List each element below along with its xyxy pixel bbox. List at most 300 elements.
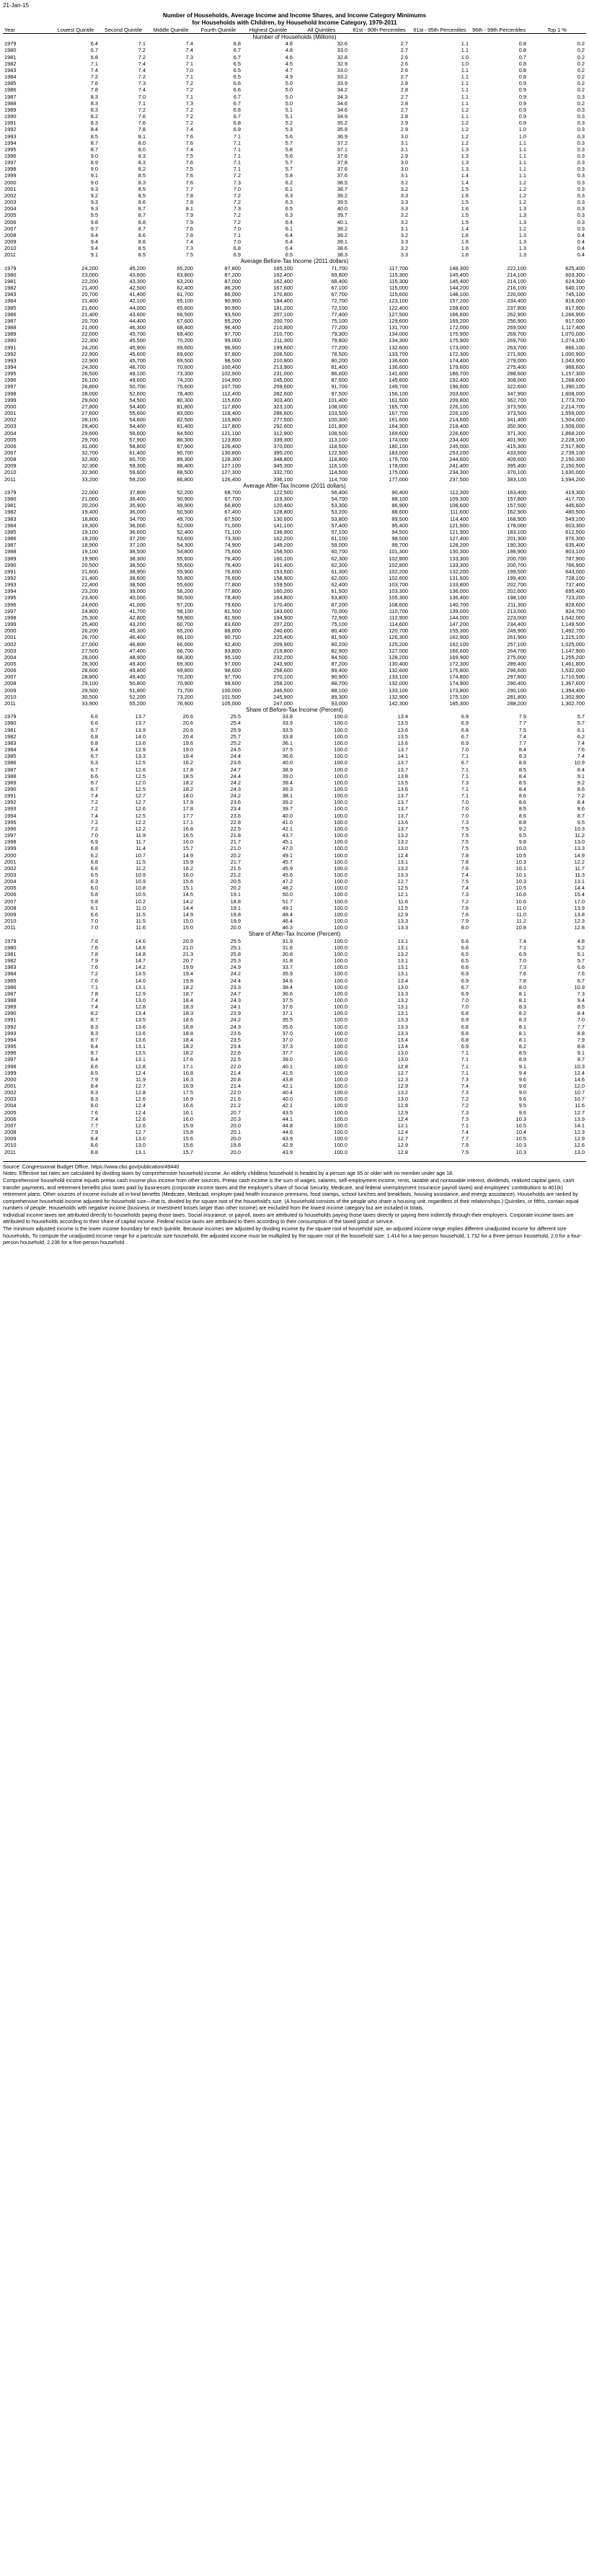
value-cell: 68,300	[177, 653, 193, 661]
value-cell: 12.4	[397, 851, 408, 859]
value-cell: 84,500	[177, 429, 193, 437]
year-cell: 1987	[4, 766, 17, 773]
value-cell: 54,300	[177, 542, 193, 549]
value-cell: 12.7	[135, 792, 146, 800]
column-header: Top 1 %	[547, 27, 567, 33]
value-cell: 9.0	[90, 166, 98, 173]
value-cell: 100.0	[334, 944, 347, 951]
year-cell: 1997	[4, 159, 17, 166]
value-cell: 10.3	[515, 1142, 526, 1149]
value-cell: 21.6	[230, 1096, 241, 1103]
value-cell: 0.3	[577, 120, 585, 127]
value-cell: 8.9	[518, 1056, 526, 1063]
value-cell: 25.9	[230, 726, 241, 733]
value-cell: 1.1	[518, 146, 526, 153]
value-cell: 130,800	[221, 450, 241, 456]
value-cell: 0.2	[577, 60, 585, 67]
value-cell: 21.5	[230, 864, 241, 872]
value-cell: 6.4	[285, 218, 293, 225]
year-cell: 1981	[4, 950, 17, 957]
value-cell: 0.3	[577, 93, 585, 100]
value-cell: 6.6	[461, 964, 469, 971]
value-cell: 21,000	[81, 496, 98, 503]
value-cell: 2.9	[400, 126, 408, 133]
table-row	[3, 238, 586, 245]
value-cell: 33.8	[282, 733, 293, 740]
value-cell: 16.2	[182, 864, 193, 872]
value-cell: 6.8	[461, 1023, 469, 1030]
value-cell: 49.1	[282, 904, 293, 911]
value-cell: 3.0	[400, 166, 408, 173]
value-cell: 0.3	[577, 139, 585, 146]
year-cell: 1980	[4, 496, 17, 503]
value-cell: 174,000	[389, 436, 408, 443]
value-cell: 49,100	[129, 370, 146, 377]
value-cell: 38.4	[282, 983, 293, 990]
value-cell: 6.7	[90, 47, 98, 54]
value-cell: 6.6	[90, 720, 98, 727]
value-cell: 13.5	[135, 970, 146, 978]
year-cell: 1992	[4, 126, 17, 133]
value-cell: 13.0	[397, 1050, 408, 1057]
value-cell: 130,300	[449, 548, 469, 555]
value-cell: 19.4	[182, 753, 193, 760]
value-cell: 113,100	[328, 436, 347, 443]
year-cell: 1979	[4, 713, 17, 720]
value-cell: 13.6	[135, 1023, 146, 1030]
value-cell: 62,300	[331, 561, 347, 568]
value-cell: 7.9	[577, 1036, 585, 1043]
value-cell: 40,000	[129, 594, 146, 601]
value-cell: 290,100	[507, 687, 526, 694]
value-cell: 128,200	[389, 653, 408, 661]
value-cell: 13.3	[135, 753, 146, 760]
value-cell: 119,300	[273, 496, 293, 503]
value-cell: 78,400	[177, 390, 193, 397]
value-cell: 102,900	[221, 370, 241, 377]
value-cell: 45,900	[129, 344, 146, 351]
value-cell: 34.6	[337, 106, 347, 113]
value-cell: 1.2	[461, 106, 469, 113]
year-cell: 1993	[4, 805, 17, 813]
year-cell: 1996	[4, 152, 17, 159]
value-cell: 4.8	[285, 40, 293, 48]
value-cell: 115,600	[389, 291, 408, 298]
value-cell: 13.3	[397, 872, 408, 878]
value-cell: 8.6	[90, 1063, 98, 1070]
value-cell: 77,800	[224, 581, 241, 589]
value-cell: 88,400	[177, 462, 193, 470]
value-cell: 16.8	[182, 825, 193, 832]
value-cell: 7.3	[461, 1075, 469, 1083]
value-cell: 44.8	[282, 1122, 293, 1129]
value-cell: 90,700	[224, 634, 241, 641]
value-cell: 33.7	[282, 964, 293, 971]
value-cell: 14.7	[135, 957, 146, 965]
value-cell: 132,000	[389, 680, 408, 687]
value-cell: 153,500	[273, 568, 293, 575]
value-cell: 82,900	[331, 647, 347, 654]
value-cell: 6.8	[90, 733, 98, 740]
value-cell: 308,000	[507, 377, 526, 384]
value-cell: 15.0	[182, 924, 193, 931]
value-cell: 98,500	[391, 535, 408, 542]
section-title: Number of Households (Millions)	[252, 34, 337, 41]
value-cell: 96,400	[224, 324, 241, 331]
value-cell: 166,600	[449, 310, 469, 318]
value-cell: 8.7	[138, 225, 146, 232]
value-cell: 155,300	[449, 627, 469, 635]
value-cell: 1.5	[461, 218, 469, 225]
value-cell: 22,200	[81, 277, 98, 285]
value-cell: 100.0	[334, 1109, 347, 1116]
value-cell: 6.8	[461, 1010, 469, 1017]
value-cell: 95,200	[224, 317, 241, 324]
year-cell: 1998	[4, 166, 17, 173]
value-cell: 209,900	[273, 640, 293, 648]
table-row	[3, 509, 586, 515]
year-cell: 1993	[4, 581, 17, 589]
value-cell: 100.0	[334, 1115, 347, 1122]
column-header: Year	[4, 27, 15, 33]
year-cell: 1991	[4, 568, 17, 575]
value-cell: 100.0	[334, 996, 347, 1003]
value-cell: 12.8	[135, 1089, 146, 1096]
value-cell: 41,400	[129, 291, 146, 298]
value-cell: 25.3	[230, 957, 241, 965]
value-cell: 15.7	[182, 845, 193, 852]
value-cell: 7.5	[185, 152, 193, 159]
value-cell: 5.6	[285, 133, 293, 140]
value-cell: 164,300	[389, 423, 408, 430]
value-cell: 20.3	[230, 1115, 241, 1122]
value-cell: 54,800	[177, 548, 193, 555]
table-row	[3, 496, 586, 502]
value-cell: 7.1	[461, 1069, 469, 1076]
value-cell: 7.2	[138, 47, 146, 54]
value-cell: 12.8	[397, 1102, 408, 1109]
year-cell: 1998	[4, 614, 17, 621]
value-cell: 226,600	[449, 429, 469, 437]
value-cell: 7.2	[577, 792, 585, 800]
value-cell: 14.2	[135, 964, 146, 971]
year-cell: 1982	[4, 285, 17, 292]
value-cell: 70,000	[331, 607, 347, 614]
value-cell: 52,200	[177, 488, 193, 496]
value-cell: 9.1	[90, 172, 98, 179]
value-cell: 347,900	[507, 390, 526, 397]
value-cell: 123,800	[221, 436, 241, 443]
value-cell: 3.1	[400, 225, 408, 232]
value-cell: 24.2	[230, 970, 241, 978]
value-cell: 7.0	[577, 1016, 585, 1024]
value-cell: 115,300	[389, 277, 408, 285]
value-cell: 8.0	[90, 1102, 98, 1109]
value-cell: 211,300	[273, 337, 293, 344]
table-row	[3, 621, 586, 627]
value-cell: 144,000	[449, 614, 469, 621]
value-cell: 63,800	[331, 594, 347, 601]
year-cell: 1991	[4, 344, 17, 351]
value-cell: 100.0	[334, 924, 347, 931]
value-cell: 20.0	[230, 1148, 241, 1155]
value-cell: 1,532,000	[561, 667, 585, 674]
table-row	[3, 390, 586, 397]
value-cell: 39.4	[282, 779, 293, 786]
value-cell: 17.9	[182, 799, 193, 806]
value-cell: 2,739,100	[561, 450, 585, 456]
value-cell: 9.1	[577, 772, 585, 779]
table-row	[3, 627, 586, 634]
value-cell: 7.2	[90, 825, 98, 832]
value-cell: 59,300	[129, 462, 146, 470]
value-cell: 10.5	[515, 1135, 526, 1142]
value-cell: 29,600	[81, 429, 98, 437]
value-cell: 97,700	[224, 674, 241, 681]
table-row	[3, 826, 586, 832]
value-cell: 104,900	[221, 377, 241, 384]
value-cell: 37.3	[282, 1043, 293, 1050]
value-cell: 27,500	[81, 647, 98, 654]
value-cell: 126,300	[389, 634, 408, 641]
value-cell: 0.8	[518, 40, 526, 48]
value-cell: 241,400	[449, 462, 469, 470]
value-cell: 12.8	[574, 924, 585, 931]
value-cell: 1,354,400	[561, 687, 585, 694]
value-cell: 9.4	[90, 231, 98, 238]
value-cell: 277,500	[273, 416, 293, 424]
value-cell: 174,900	[449, 680, 469, 687]
value-cell: 4.9	[285, 73, 293, 81]
value-cell: 36.9	[337, 133, 347, 140]
value-cell: 6.9	[233, 126, 241, 133]
value-cell: 7.6	[518, 970, 526, 978]
value-cell: 148,300	[449, 264, 469, 272]
value-cell: 6.7	[90, 766, 98, 773]
value-cell: 14.8	[135, 950, 146, 957]
value-cell: 53,600	[177, 535, 193, 542]
year-cell: 1983	[4, 291, 17, 298]
table-row	[3, 146, 586, 153]
value-cell: 7.0	[461, 996, 469, 1003]
value-cell: 21.2	[230, 1102, 241, 1109]
value-cell: 1.2	[461, 120, 469, 127]
year-cell: 2009	[4, 911, 17, 918]
value-cell: 13.1	[574, 878, 585, 885]
value-cell: 50,800	[129, 680, 146, 687]
table-row	[3, 522, 586, 529]
value-cell: 65,200	[177, 627, 193, 635]
value-cell: 6.8	[90, 739, 98, 746]
value-cell: 95,100	[224, 653, 241, 661]
value-cell: 28,100	[81, 416, 98, 424]
value-cell: 21.0	[230, 845, 241, 852]
value-cell: 8.3	[90, 1096, 98, 1103]
value-cell: 125,200	[389, 640, 408, 648]
value-cell: 5.8	[90, 891, 98, 898]
value-cell: 20.4	[182, 733, 193, 740]
value-cell: 1,710,500	[561, 674, 585, 681]
value-cell: 6.9	[90, 838, 98, 846]
value-cell: 132,600	[389, 667, 408, 674]
value-cell: 100.0	[334, 872, 347, 878]
value-cell: 350,900	[507, 423, 526, 430]
value-cell: 102,800	[389, 555, 408, 562]
value-cell: 67,100	[331, 285, 347, 292]
value-cell: 7.3	[461, 891, 469, 898]
value-cell: 9.0	[90, 152, 98, 159]
table-row	[3, 120, 586, 126]
value-cell: 275,400	[507, 363, 526, 370]
value-cell: 83,600	[224, 621, 241, 628]
value-cell: 5.8	[285, 146, 293, 153]
table-row	[3, 437, 586, 443]
value-cell: 3.3	[400, 251, 408, 259]
value-cell: 13.1	[397, 1010, 408, 1017]
value-cell: 8.5	[138, 192, 146, 199]
value-cell: 38,500	[129, 581, 146, 589]
value-cell: 13.7	[397, 805, 408, 813]
table-row	[3, 878, 586, 885]
table-row	[3, 159, 586, 166]
value-cell: 100.0	[334, 957, 347, 965]
value-cell: 38,300	[129, 555, 146, 562]
value-cell: 5.7	[285, 166, 293, 173]
year-cell: 2000	[4, 851, 17, 859]
table-row	[3, 423, 586, 429]
year-cell: 1986	[4, 310, 17, 318]
value-cell: 8.5	[138, 251, 146, 259]
value-cell: 643,000	[565, 568, 585, 575]
value-cell: 62,000	[331, 574, 347, 581]
value-cell: 1.3	[518, 205, 526, 213]
value-cell: 371,300	[507, 429, 526, 437]
value-cell: 13.2	[397, 864, 408, 872]
table-row	[3, 219, 586, 225]
value-cell: 6.5	[233, 73, 241, 81]
year-cell: 1994	[4, 1036, 17, 1043]
value-cell: 100.0	[334, 1010, 347, 1017]
value-cell: 118,800	[328, 456, 347, 463]
value-cell: 7.5	[518, 726, 526, 733]
value-cell: 8.7	[90, 1036, 98, 1043]
value-cell: 7.9	[461, 1148, 469, 1155]
value-cell: 7.7	[577, 1023, 585, 1030]
value-cell: 149,700	[389, 383, 408, 390]
value-cell: 56,400	[331, 488, 347, 496]
value-cell: 296,600	[507, 667, 526, 674]
column-header: Fourth Quintile	[200, 27, 236, 33]
value-cell: 9.3	[90, 199, 98, 206]
value-cell: 18.3	[182, 1010, 193, 1017]
value-cell: 35.2	[337, 120, 347, 127]
value-cell: 10.1	[515, 872, 526, 878]
value-cell: 15.8	[182, 1129, 193, 1136]
value-cell: 52,200	[129, 693, 146, 700]
value-cell: 21.4	[230, 1069, 241, 1076]
table-row	[3, 792, 586, 799]
year-cell: 1989	[4, 1003, 17, 1011]
value-cell: 66,800	[224, 502, 241, 509]
value-cell: 7.4	[90, 66, 98, 73]
value-cell: 5.0	[285, 93, 293, 100]
value-cell: 57,100	[331, 528, 347, 535]
year-cell: 2004	[4, 205, 17, 213]
value-cell: 42.1	[282, 1083, 293, 1089]
value-cell: 5.3	[285, 126, 293, 133]
value-cell: 12.4	[135, 1069, 146, 1076]
value-cell: 5.7	[577, 957, 585, 965]
value-cell: 10.7	[574, 1089, 585, 1096]
value-cell: 44,000	[129, 304, 146, 311]
value-cell: 14.6	[135, 944, 146, 951]
value-cell: 6.6	[233, 80, 241, 87]
value-cell: 43,600	[129, 310, 146, 318]
value-cell: 11.2	[516, 918, 526, 925]
table-row	[3, 1037, 586, 1043]
value-cell: 121,100	[221, 429, 241, 437]
table-row	[3, 918, 586, 924]
value-cell: 5.2	[577, 944, 585, 951]
value-cell: 36,000	[129, 522, 146, 529]
value-cell: 12.9	[397, 1109, 408, 1116]
value-cell: 100.0	[334, 898, 347, 905]
value-cell: 8.6	[90, 1142, 98, 1149]
value-cell: 289,400	[507, 661, 526, 667]
value-cell: 5.0	[285, 80, 293, 87]
value-cell: 26,500	[81, 370, 98, 377]
value-cell: 8.0	[138, 146, 146, 153]
value-cell: 2.9	[400, 152, 408, 159]
value-cell: 14.9	[182, 851, 193, 859]
value-cell: 1,025,000	[561, 640, 585, 648]
value-cell: 149,200	[273, 542, 293, 549]
value-cell: 6.3	[285, 212, 293, 219]
table-row	[3, 964, 586, 970]
table-row	[3, 298, 586, 304]
value-cell: 1.1	[518, 159, 526, 166]
table-row	[3, 140, 586, 146]
value-cell: 77,200	[331, 344, 347, 351]
value-cell: 190,300	[507, 542, 526, 549]
value-cell: 13.5	[397, 733, 408, 740]
value-cell: 184,400	[273, 298, 293, 305]
table-row	[3, 370, 586, 377]
value-cell: 8.3	[90, 106, 98, 113]
table-body	[3, 34, 586, 1155]
value-cell: 8.4	[577, 766, 585, 773]
value-cell: 7.1	[233, 133, 241, 140]
year-cell: 1981	[4, 726, 17, 733]
value-cell: 8.0	[138, 139, 146, 146]
value-cell: 84,500	[331, 653, 347, 661]
value-cell: 79,800	[331, 337, 347, 344]
value-cell: 100,000	[221, 687, 241, 694]
table-row	[3, 179, 586, 186]
table-row	[3, 61, 586, 67]
value-cell: 13.9	[135, 726, 146, 733]
value-cell: 81,400	[177, 423, 193, 430]
value-cell: 13.7	[135, 720, 146, 727]
value-cell: 35.5	[282, 1016, 293, 1024]
value-cell: 36.6	[282, 753, 293, 760]
table-row	[3, 1050, 586, 1056]
value-cell: 8.3	[138, 152, 146, 159]
value-cell: 6.0	[90, 885, 98, 892]
value-cell: 23.9	[230, 1010, 241, 1017]
table-row	[3, 713, 586, 720]
value-cell: 46.3	[282, 924, 293, 931]
